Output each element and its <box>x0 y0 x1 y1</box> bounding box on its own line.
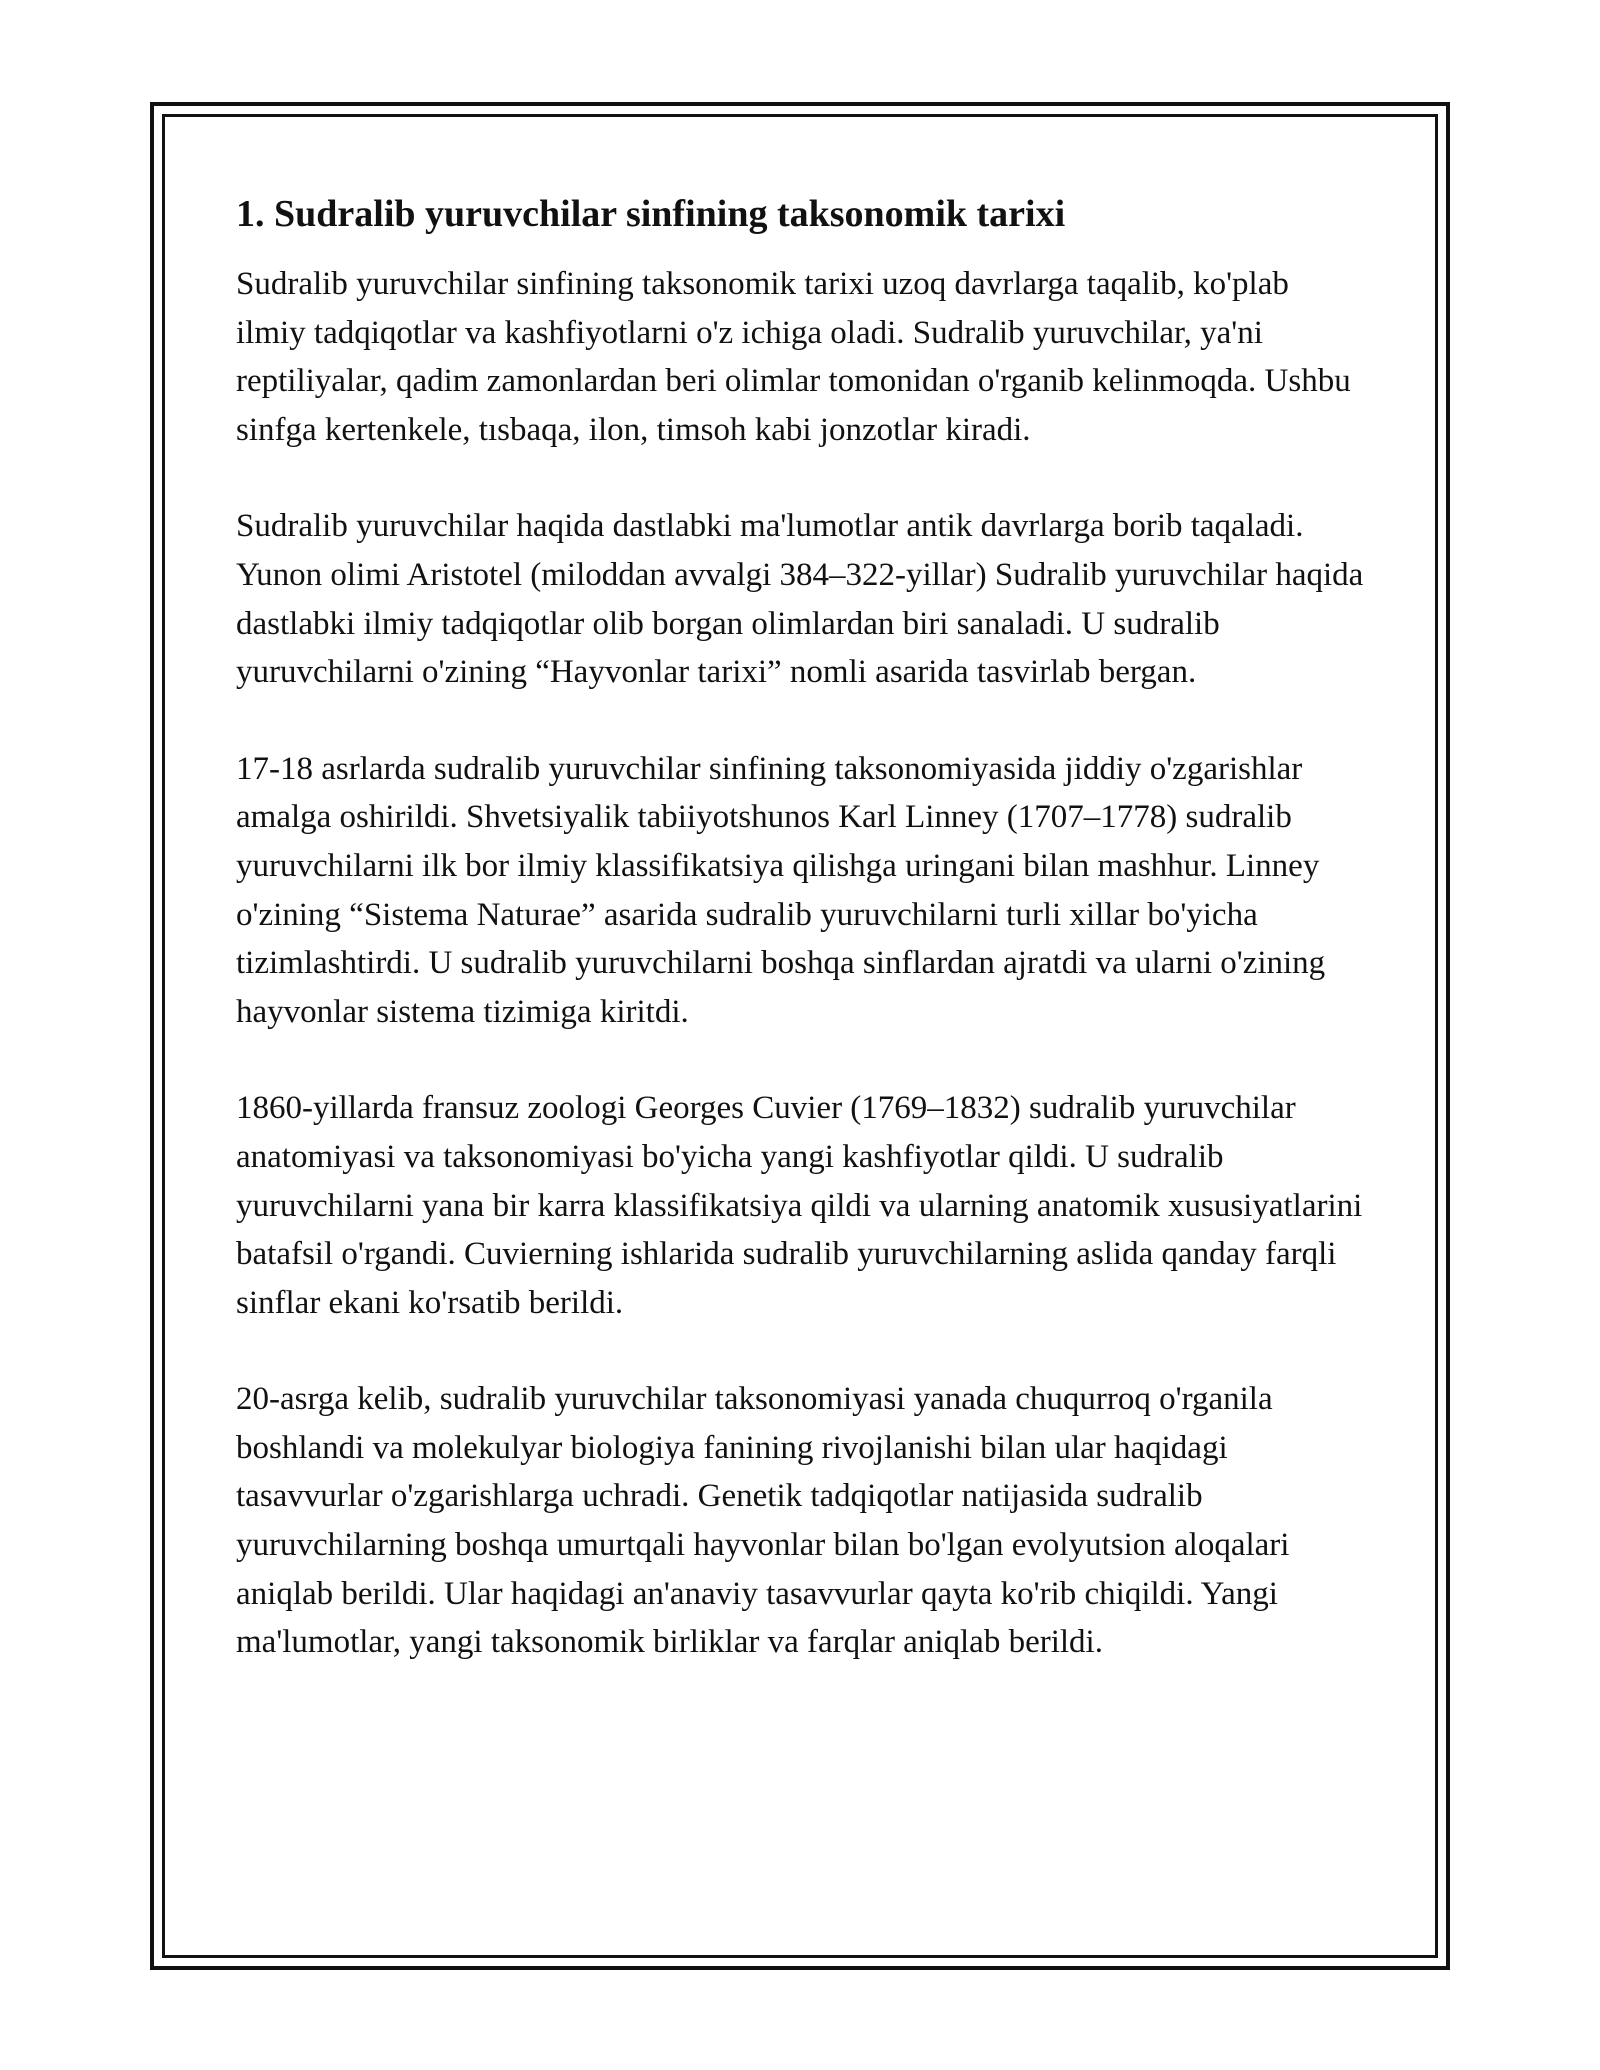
paragraph-2: Sudralib yuruvchilar haqida dastlabki ma'lumotlar antik davrlarga borib taqaladi. Yunon olimi Aristotel (miloddan avvalgi 384–322-yillar) Sudralib yuruvchilar haqida dastlabki ilmiy tadqiqotlar olib borgan olimlardan biri sanaladi. U sudralib yuruvchilarni o'zining “Hayvonlar tarixi” nomli asarida tasvirlab bergan. <box>236 508 1364 691</box>
paragraph-5: 20-asrga kelib, sudralib yuruvchilar taksonomiyasi yanada chuqurroq o'rganila boshlandi va molekulyar biologiya fanining rivojlanishi bilan ular haqidagi tasavvurlar o'zgarishlarga uchradi. Genetik tadqiqotlar natijasida sudralib yuruvchilarning boshqa umurtqali hayvonlar bilan bo'lgan evolyutsion aloqalari aniqlab berildi. Ular haqidagi an'anaviy tasavvurlar qayta ko'rib chiqildi. Yangi ma'lumotlar, yangi taksonomik birliklar va farqlar aniqlab berildi. <box>236 1381 1290 1661</box>
paragraph-4: 1860-yillarda fransuz zoologi Georges Cuvier (1769–1832) sudralib yuruvchilar anatomiyasi va taksonomiyasi bo'yicha yangi kashfiyotlar qildi. U sudralib yuruvchilarni yana bir karra klassifikatsiya qildi va ularning anatomik xususiyatlarini batafsil o'rgandi. Cuvierning ishlarida sudralib yuruvchilarning aslida qanday farqli sinflar ekani ko'rsatib berildi. <box>236 1090 1363 1321</box>
paragraph-1: Sudralib yuruvchilar sinfining taksonomik tarixi uzoq davrlarga taqalib, ko'plab ilmiy tadqiqotlar va kashfiyotlarni o'z ichiga oladi. Sudralib yuruvchilar, ya'ni reptiliyalar, qadim zamonlardan beri olimlar tomonidan o'rganib kelinmoqda. Ushbu sinfga kertenkele, tısbaqa, ilon, timsoh kabi jonzotlar kiradi. <box>236 266 1351 448</box>
paragraph-3: 17-18 asrlarda sudralib yuruvchilar sinfining taksonomiyasida jiddiy o'zgarishlar amalga oshirildi. Shvetsiyalik tabiiyotshunos Karl Linney (1707–1778) sudralib yuruvchilarni ilk bor ilmiy klassifikatsiya qilishga uringani bilan mashhur. Linney o'zining “Sistema Naturae” asarida sudralib yuruvchilarni turli xillar bo'yicha tizimlashtirdi. U sudralib yuruvchilarni boshqa sinflardan ajratdi va ularni o'zining hayvonlar sistema tizimiga kiritdi. <box>236 750 1326 1030</box>
document-body <box>236 190 1366 1667</box>
section-title: 1. Sudralib yuruvchilar sinfining taksonomik tarixi <box>236 193 1066 235</box>
